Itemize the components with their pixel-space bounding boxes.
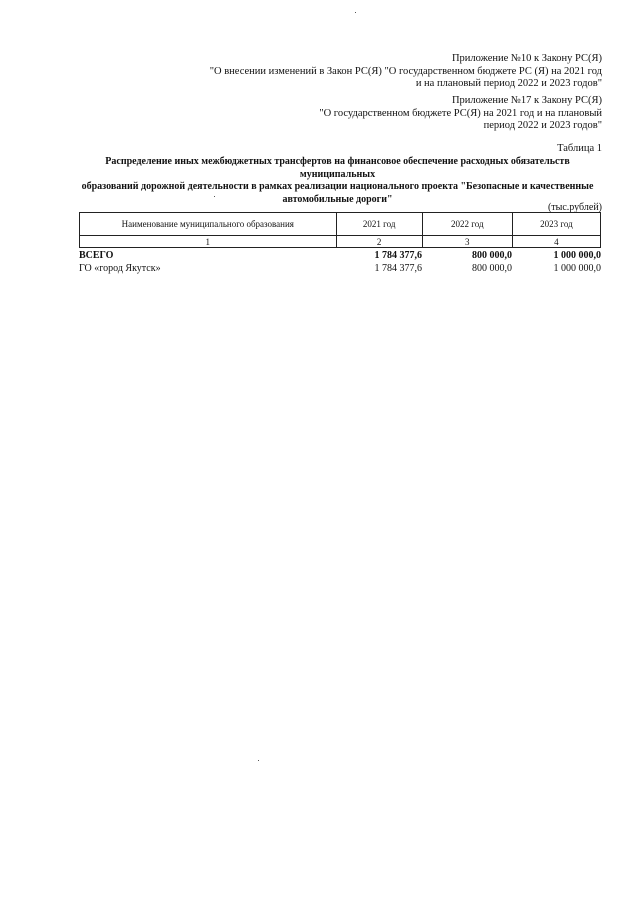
table-label: Таблица 1 (557, 143, 602, 154)
row-value-2023: 1 000 000,0 (553, 250, 601, 261)
header-2022: 2022 год (422, 213, 512, 236)
annex-10-line-1: Приложение №10 к Закону РС(Я) (451, 53, 602, 64)
title-line-3: автомобильные дороги" (282, 193, 393, 205)
header-row (80, 213, 601, 236)
header-municipality: Наименование муниципального образования (80, 213, 337, 236)
row-name: ВСЕГО (79, 250, 114, 261)
row-name: ГО «город Якутск» (79, 263, 161, 274)
row-value-2023: 1 000 000,0 (553, 263, 601, 274)
scan-speck (258, 760, 259, 761)
table-body (79, 250, 601, 276)
scan-speck (355, 12, 356, 13)
annex-10-line-3: и на плановый период 2022 и 2023 годов" (415, 78, 602, 89)
title-line-1: Распределение иных межбюджетных трансфертов на финансовое обеспечение расходных обязательств муниципальных (105, 156, 570, 180)
column-number-4: 4 (512, 236, 600, 248)
annex-17-line-2: "О государственном бюджете РС(Я) на 2021 год и на плановый (319, 107, 602, 119)
row-value-2022: 800 000,0 (472, 263, 512, 274)
row-value-2021: 1 784 377,6 (374, 250, 422, 261)
annex-10-line-2: "О внесении изменений в Закон РС(Я) "О государственном бюджете РС (Я) на 2021 год (209, 65, 602, 77)
row-value-2021: 1 784 377,6 (374, 263, 422, 274)
table-row-total (79, 250, 601, 263)
units-label: (тыс.рублей) (547, 202, 602, 213)
document-title (70, 156, 605, 206)
annex-17-line-3: период 2022 и 2023 годов" (483, 120, 602, 131)
column-number-row (80, 236, 601, 248)
column-number-1: 1 (80, 236, 337, 248)
table-row (79, 263, 601, 276)
annex-17-line-1: Приложение №17 к Закону РС(Я) (451, 95, 602, 106)
row-value-2022: 800 000,0 (472, 250, 512, 261)
annex-10-heading (210, 53, 602, 91)
column-number-3: 3 (422, 236, 512, 248)
header-2023: 2023 год (512, 213, 600, 236)
header-2021: 2021 год (336, 213, 422, 236)
annex-17-heading (319, 95, 602, 133)
column-number-2: 2 (336, 236, 422, 248)
title-line-2: образований дорожной деятельности в рамках реализации национального проекта "Безопасные и качественные (81, 181, 594, 192)
table-header (79, 212, 601, 248)
